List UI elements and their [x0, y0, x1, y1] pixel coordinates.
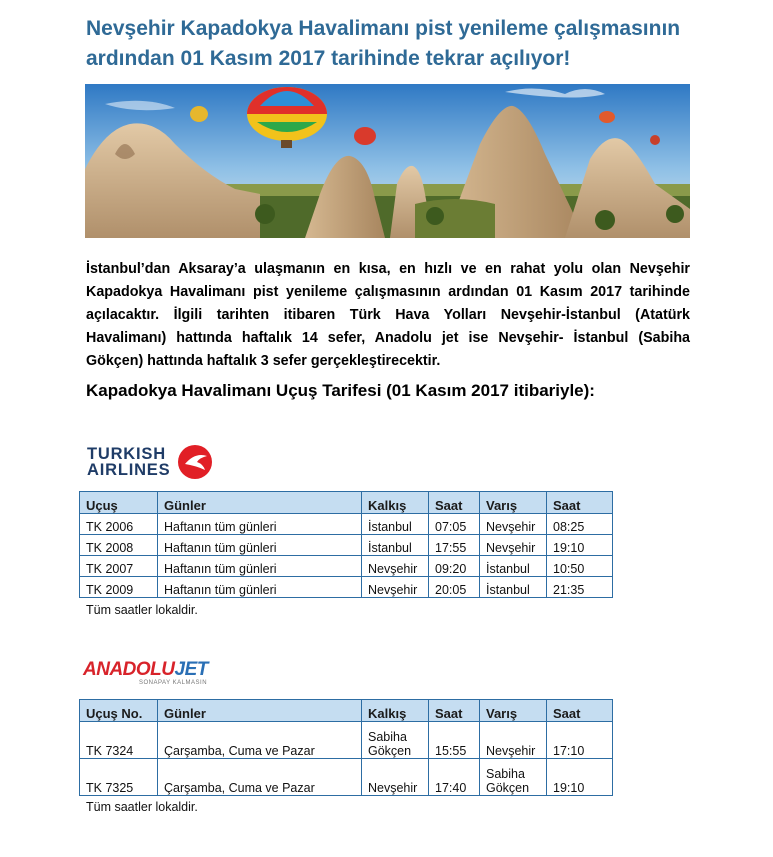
departure-time: 09:20	[429, 556, 480, 577]
departure-time: 20:05	[429, 577, 480, 598]
col-header: Günler	[158, 700, 362, 722]
arrival-time: 19:10	[547, 535, 613, 556]
arrival-time: 08:25	[547, 514, 613, 535]
departure-time: 15:55	[429, 722, 480, 759]
arrival-city: Nevşehir	[480, 722, 547, 759]
arrival-time: 10:50	[547, 556, 613, 577]
schedule-heading: Kapadokya Havalimanı Uçuş Tarifesi (01 Kasım 2017 itibariyle):	[86, 381, 595, 400]
days: Haftanın tüm günleri	[158, 514, 362, 535]
table-row	[80, 514, 613, 535]
arrival-city: İstanbul	[480, 556, 547, 577]
departure-city: Nevşehir	[362, 577, 429, 598]
departure-city	[362, 722, 429, 759]
arrival-city: İstanbul	[480, 577, 547, 598]
aj-logo-tagline: SONAPAY KALMASIN	[139, 680, 208, 686]
departure-city: Nevşehir	[362, 759, 429, 796]
arrival-city: Nevşehir	[480, 535, 547, 556]
days: Çarşamba, Cuma ve Pazar	[158, 759, 362, 796]
table-row	[80, 722, 613, 759]
days: Haftanın tüm günleri	[158, 577, 362, 598]
turkish-airlines-logo	[87, 444, 217, 480]
col-header: Kalkış	[362, 492, 429, 514]
col-header: Saat	[547, 700, 613, 722]
arrival-time: 17:10	[547, 722, 613, 759]
arrival-city-line2: Gökçen	[486, 781, 530, 795]
flight-number: TK 7325	[80, 759, 158, 796]
flight-number: TK 2009	[80, 577, 158, 598]
thy-logo-line1: TURKISH	[87, 445, 166, 463]
arrival-city	[480, 759, 547, 796]
departure-city: İstanbul	[362, 514, 429, 535]
col-header: Uçuş No.	[80, 700, 158, 722]
intro-paragraph: İstanbul’dan Aksaray’a ulaşmanın en kısa, en hızlı ve en rahat yolu olan Nevşehir Kapadokya Havalimanı pist yenileme çalışmasının ardından 01 Kasım 2017 tarihinde açılacaktır. İlgili tarihten itibaren Türk Hava Yolları Nevşehir-İstanbul (Atatürk Havalimanı) hattında haftalık 14 sefer, Anadolu jet ise Nevşehir- İstanbul (Sabiha Gökçen) hattında haftalık 3 sefer gerçekleştirecektir.	[86, 261, 690, 369]
departure-time: 07:05	[429, 514, 480, 535]
departure-city-line2: Gökçen	[368, 744, 412, 758]
table-header-row	[80, 492, 613, 514]
col-header: Günler	[158, 492, 362, 514]
arrival-city-line1: Sabiha	[486, 767, 525, 781]
departure-time: 17:40	[429, 759, 480, 796]
arrival-city: Nevşehir	[480, 514, 547, 535]
thy-schedule-table	[79, 491, 613, 598]
flight-number: TK 2008	[80, 535, 158, 556]
aj-logo-part2: JET	[174, 659, 208, 680]
days: Haftanın tüm günleri	[158, 556, 362, 577]
anadolujet-schedule-table	[79, 699, 613, 796]
table-row	[80, 535, 613, 556]
days: Çarşamba, Cuma ve Pazar	[158, 722, 362, 759]
col-header: Saat	[429, 700, 480, 722]
departure-city: Nevşehir	[362, 556, 429, 577]
arrival-time: 19:10	[547, 759, 613, 796]
table-header-row	[80, 700, 613, 722]
flight-number: TK 2006	[80, 514, 158, 535]
col-header: Varış	[480, 700, 547, 722]
departure-city-line1: Sabiha	[368, 730, 407, 744]
col-header: Saat	[547, 492, 613, 514]
days: Haftanın tüm günleri	[158, 535, 362, 556]
cappadocia-balloons-image	[85, 84, 690, 238]
departure-time: 17:55	[429, 535, 480, 556]
col-header: Varış	[480, 492, 547, 514]
table-row	[80, 577, 613, 598]
anadolujet-logo	[83, 660, 223, 694]
arrival-time: 21:35	[547, 577, 613, 598]
anadolujet-local-time-note: Tüm saatler lokaldir.	[86, 800, 198, 814]
thy-crane-icon	[177, 444, 213, 480]
col-header: Saat	[429, 492, 480, 514]
table-row	[80, 759, 613, 796]
thy-logo-line2: AIRLINES	[87, 461, 171, 479]
flight-number: TK 2007	[80, 556, 158, 577]
departure-city: İstanbul	[362, 535, 429, 556]
page-title: Nevşehir Kapadokya Havalimanı pist yenileme çalışmasının ardından 01 Kasım 2017 tarihinde tekrar açılıyor!	[86, 17, 681, 70]
col-header: Uçuş	[80, 492, 158, 514]
flight-number: TK 7324	[80, 722, 158, 759]
col-header: Kalkış	[362, 700, 429, 722]
landscape-illustration	[85, 84, 690, 238]
aj-logo-part1: ANADOLU	[83, 659, 175, 680]
table-row	[80, 556, 613, 577]
thy-local-time-note: Tüm saatler lokaldir.	[86, 603, 198, 617]
